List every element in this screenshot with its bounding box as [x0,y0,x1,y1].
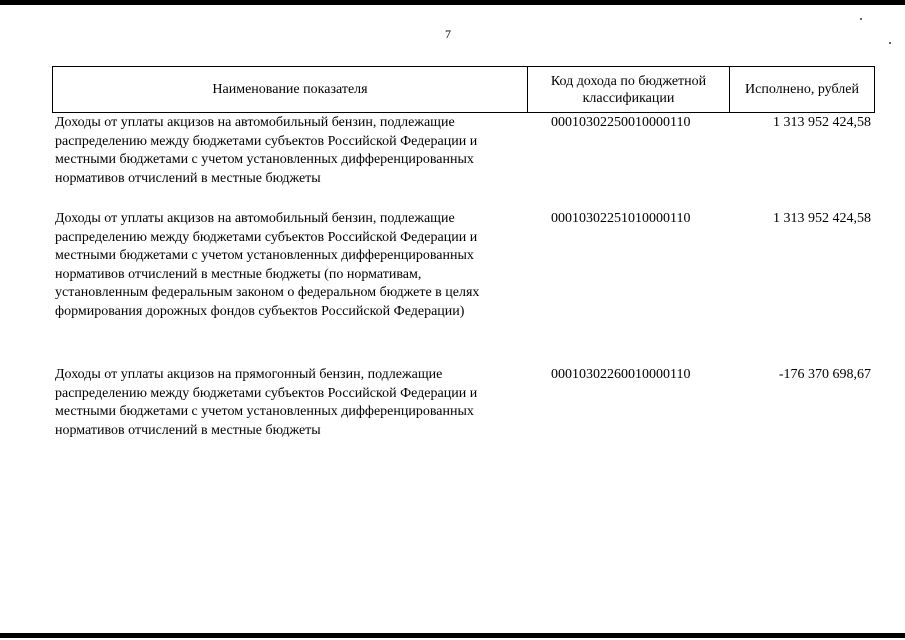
row-code: 00010302250010000110 [551,115,691,130]
table-header [52,66,875,113]
scan-speck [860,18,862,20]
row-amount: 1 313 952 424,58 [773,211,871,226]
row-name: Доходы от уплаты акцизов на прямогонный бензин, подлежащие распределению между бюджетами субъектов Российской Федерации и местными бюджетами с учетом установленных дифференцированных нормативов отчислений в местные бюджеты [55,367,478,438]
row-amount: -176 370 698,67 [778,367,871,382]
row-name: Доходы от уплаты акцизов на автомобильный бензин, подлежащие распределению между бюджетами субъектов Российской Федерации и местными бюджетами с учетом установленных дифференцированных нормативов отчислений в местные бюджеты [55,115,478,186]
column-header-name: Наименование показателя [53,67,528,112]
row-code: 00010302251010000110 [551,211,691,226]
bottom-scan-border [0,633,905,638]
page-number: 7 [445,27,451,41]
top-scan-border [0,0,905,5]
column-header-amount: Исполнено, рублей [745,82,859,97]
row-name: Доходы от уплаты акцизов на автомобильный бензин, подлежащие распределению между бюджетами субъектов Российской Федерации и местными бюджетами с учетом установленных дифференцированных нормативов отчислений в местные бюджеты (по нормативам, установленным федеральным законом о федеральном бюджете в целях формирования дорожных фондов субъектов Российской Федерации) [55,211,480,319]
scan-speck [889,42,891,44]
row-code: 00010302260010000110 [551,367,691,382]
column-header-code: Код дохода по бюджетной классификации [528,67,730,112]
row-amount: 1 313 952 424,58 [773,115,871,130]
